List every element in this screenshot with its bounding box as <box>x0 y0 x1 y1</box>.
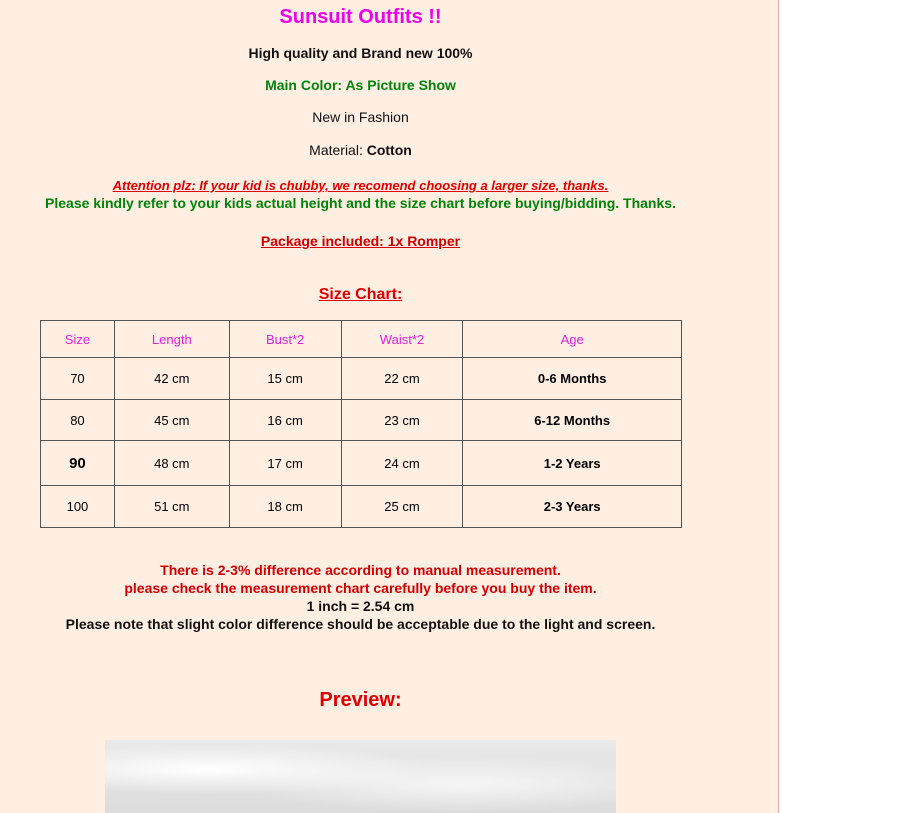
cell-age: 0-6 Months <box>463 358 682 400</box>
cell-age: 6-12 Months <box>463 400 682 441</box>
header-length: Length <box>114 321 229 358</box>
material-label: Material: <box>309 142 367 158</box>
table-header-row <box>41 321 682 358</box>
table-row <box>41 441 682 486</box>
cell-waist: 25 cm <box>341 486 463 528</box>
product-title: Sunsuit Outfits !! <box>279 6 442 28</box>
preview-heading: Preview: <box>319 689 402 711</box>
fashion-text: New in Fashion <box>312 109 409 125</box>
size-chart-table <box>40 320 682 528</box>
color-note: Please note that slight color difference should be acceptable due to the light and screen. <box>65 616 656 632</box>
cell-bust: 15 cm <box>229 358 341 400</box>
cell-size: 100 <box>41 486 115 528</box>
cell-size: 80 <box>41 400 115 441</box>
inch-note: 1 inch = 2.54 cm <box>306 598 415 614</box>
header-waist: Waist*2 <box>341 321 463 358</box>
table-row <box>41 486 682 528</box>
refer-text: Please kindly refer to your kids actual height and the size chart before buying/bidding. Thanks. <box>45 195 676 211</box>
cell-waist: 24 cm <box>341 441 463 486</box>
material-text <box>0 142 721 158</box>
header-bust: Bust*2 <box>229 321 341 358</box>
header-age: Age <box>463 321 682 358</box>
cell-age: 2-3 Years <box>463 486 682 528</box>
size-chart-heading: Size Chart: <box>318 286 403 303</box>
quality-text: High quality and Brand new 100% <box>248 45 473 61</box>
difference-note: There is 2-3% difference according to manual measurement. <box>160 562 561 578</box>
cell-bust: 17 cm <box>229 441 341 486</box>
cell-waist: 23 cm <box>341 400 463 441</box>
cell-size: 90 <box>41 441 115 486</box>
attention-text: Attention plz: If your kid is chubby, we recomend choosing a larger size, thanks. <box>112 178 609 193</box>
check-note: please check the measurement chart carefully before you buy the item. <box>124 580 597 596</box>
cell-length: 45 cm <box>114 400 229 441</box>
cell-length: 42 cm <box>114 358 229 400</box>
cell-bust: 16 cm <box>229 400 341 441</box>
cell-length: 51 cm <box>114 486 229 528</box>
package-text: Package included: 1x Romper <box>260 233 461 249</box>
cell-bust: 18 cm <box>229 486 341 528</box>
preview-image <box>105 740 616 813</box>
cell-size: 70 <box>41 358 115 400</box>
header-size: Size <box>41 321 115 358</box>
table-row <box>41 358 682 400</box>
cell-length: 48 cm <box>114 441 229 486</box>
cell-waist: 22 cm <box>341 358 463 400</box>
cell-age: 1-2 Years <box>463 441 682 486</box>
table-row <box>41 400 682 441</box>
main-color-text: Main Color: As Picture Show <box>265 77 456 93</box>
material-value: Cotton <box>366 142 412 158</box>
